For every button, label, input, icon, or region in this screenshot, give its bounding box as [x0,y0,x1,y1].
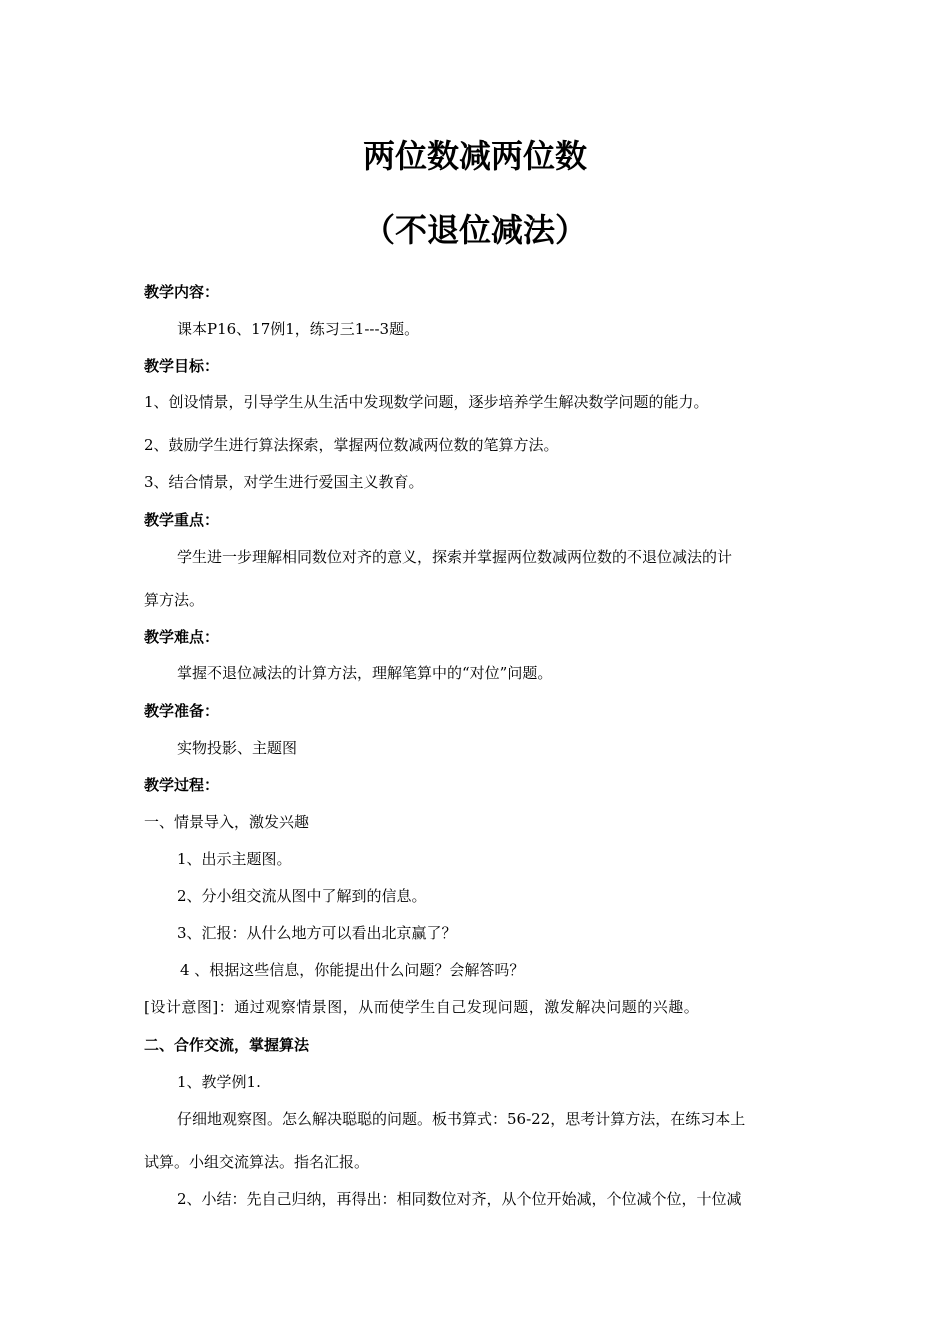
prep-text: 实物投影、主题图 [177,739,298,757]
step1-heading: 一、情景导入，激发兴趣 [144,813,310,831]
step2-item-3: 2、小结：先自己归纳，再得出：相同数位对齐，从个位开始减，个位减个位，十位减 [177,1190,742,1208]
difficulty-text: 掌握不退位减法的计算方法，理解笔算中的“对位”问题。 [177,664,553,682]
section-heading-difficulty: 教学难点： [144,628,220,646]
content-text: 课本P16、17例1，练习三1---3题。 [177,320,420,338]
step1-item-4: 4 、根据这些信息，你能提出什么问题？会解答吗？ [180,961,525,979]
design-intent-note: [设计意图]：通过观察情景图，从而使学生自己发现问题，激发解决问题的兴趣。 [144,998,700,1016]
section-heading-content: 教学内容： [144,283,220,301]
section-heading-goals: 教学目标： [144,357,220,375]
section-heading-process: 教学过程： [144,776,220,794]
step2-heading: 二、合作交流，掌握算法 [144,1036,310,1054]
section-heading-prep: 教学准备： [144,702,220,720]
step1-item-3: 3、汇报：从什么地方可以看出北京赢了？ [177,924,457,942]
key-text-line-2: 算方法。 [144,591,205,609]
goal-item-1: 1、创设情景，引导学生从生活中发现数学问题，逐步培养学生解决数学问题的能力。 [144,393,709,411]
key-text-line-1: 学生进一步理解相同数位对齐的意义，探索并掌握两位数减两位数的不退位减法的计 [177,548,733,566]
step1-item-2: 2、分小组交流从图中了解到的信息。 [177,887,427,905]
page-title: 两位数减两位数 [362,137,587,175]
step2-item-2-line-1: 仔细地观察图。怎么解决聪聪的问题。板书算式：56-22，思考计算方法，在练习本上 [177,1110,746,1128]
goal-item-3: 3、结合情景，对学生进行爱国主义教育。 [144,473,424,491]
goal-item-2: 2、鼓励学生进行算法探索，掌握两位数减两位数的笔算方法。 [144,436,559,454]
step2-item-1: 1、教学例1. [177,1073,261,1091]
step1-item-1: 1、出示主题图。 [177,850,292,868]
page-subtitle: （不退位减法） [362,211,587,249]
section-heading-key: 教学重点： [144,511,220,529]
step2-item-2-line-2: 试算。小组交流算法。指名汇报。 [144,1153,370,1171]
